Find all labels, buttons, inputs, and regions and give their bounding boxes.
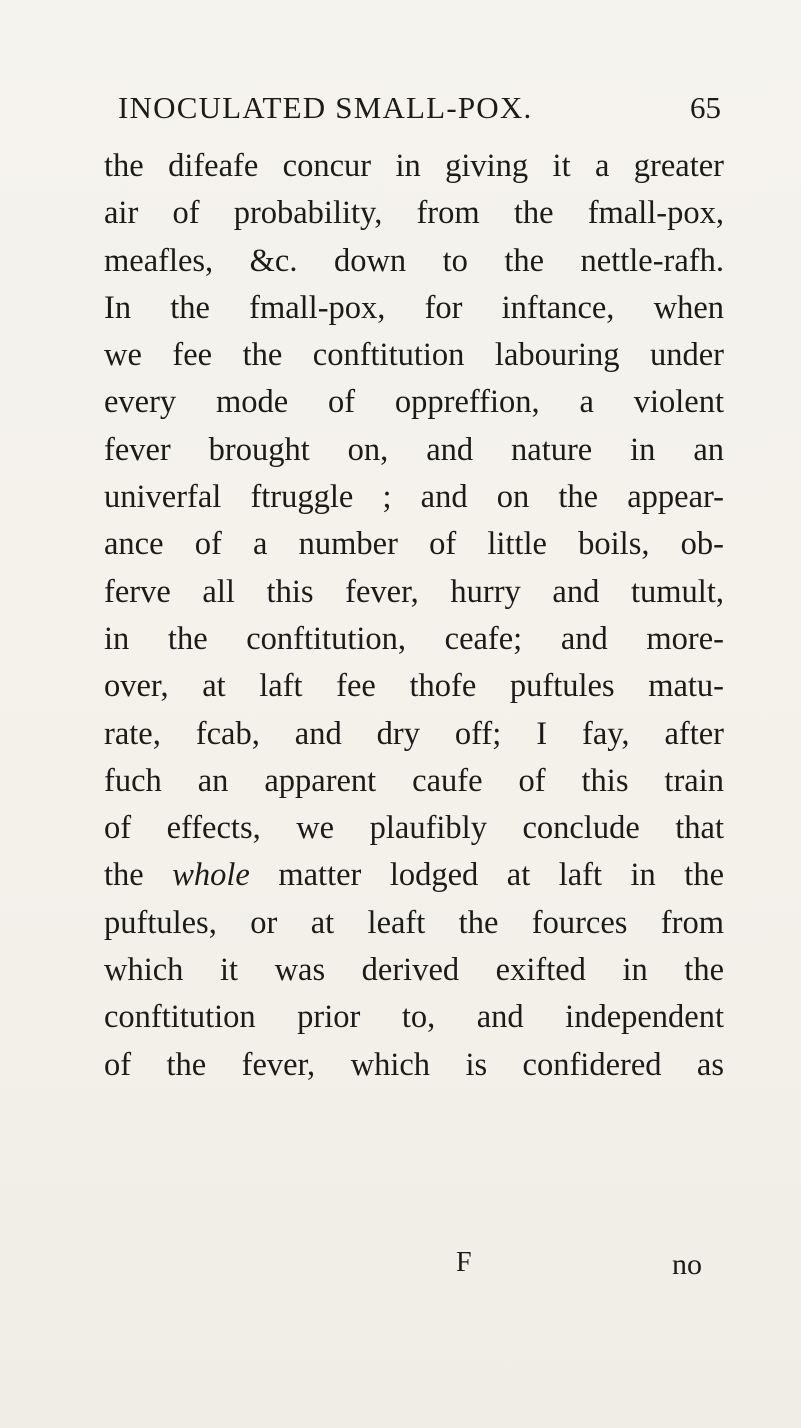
text-line: puftules, or at leaft the fources from [104,904,724,941]
text-line: air of probability, from the fmall-pox, [104,195,724,232]
text-line: the difeafe concur in giving it a greater [104,148,724,184]
text-line: of effects, we plaufibly conclude that [104,810,724,847]
text-segment: matter lodged at laft in the [249,857,724,894]
text-line: of the fever, which is confidered as [104,1046,724,1083]
page-number: 65 [690,90,721,125]
signature-mark: F [456,1247,472,1278]
text-line: conftitution prior to, and independent [104,999,724,1036]
text-line: in the conftitution, ceafe; and more- [104,620,724,657]
text-line: rate, fcab, and dry off; I fay, after [104,715,724,752]
body-text [104,143,724,1089]
text-line-with-italic [104,852,724,899]
italic-word: whole [172,857,250,894]
text-line: meafles, &c. down to the nettle-rafh. [104,242,724,279]
text-line: fever brought on, and nature in an [104,431,724,468]
text-segment: the [104,857,173,894]
text-line: ance of a number of little boils, ob- [104,526,724,563]
text-line: univerfal ftruggle ; and on the appear- [104,479,724,516]
text-line: every mode of oppreffion, a violent [104,384,724,421]
text-line: we fee the conftitution labouring under [104,337,724,374]
text-line: ferve all this fever, hurry and tumult, [104,573,724,610]
text-line: In the fmall-pox, for inftance, when [104,289,724,326]
text-line: over, at laft fee thofe puftules matu- [104,668,724,705]
running-head-title: INOCULATED SMALL-POX. [118,90,533,125]
text-line: which it was derived exifted in the [104,952,724,989]
catchword: no [672,1248,702,1281]
text-line: fuch an apparent caufe of this train [104,762,724,799]
